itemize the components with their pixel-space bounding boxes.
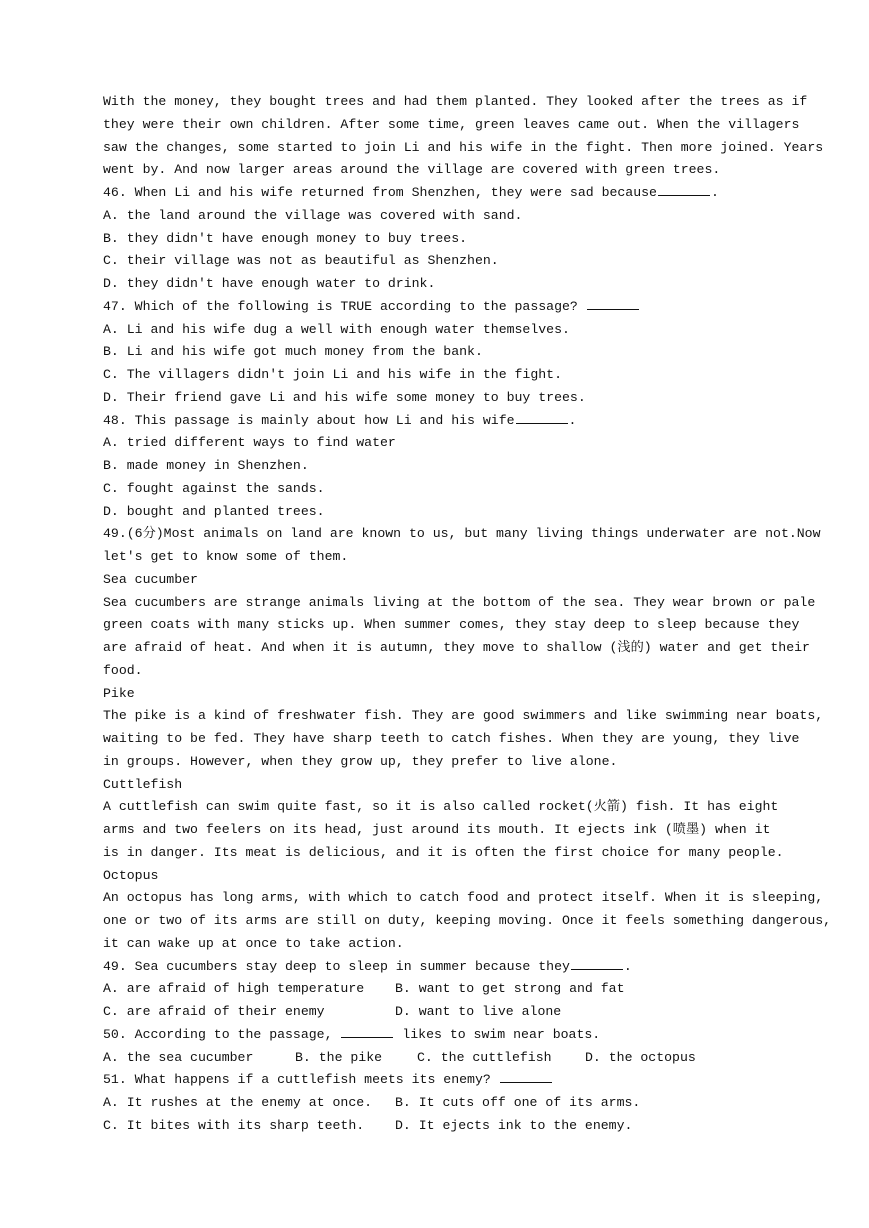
question-50	[103, 1024, 768, 1047]
option: A. tried different ways to find water	[103, 435, 396, 451]
section-intro: let's get to know some of them.	[103, 549, 349, 564]
option: A. the sea cucumber	[103, 1049, 254, 1065]
option: D. they didn't have enough water to drink.	[103, 276, 436, 291]
option-row	[103, 1047, 768, 1070]
option: D. Their friend gave Li and his wife some money to buy trees.	[103, 389, 586, 405]
question-47	[103, 296, 768, 319]
question-stem-end: .	[623, 958, 632, 974]
animal-heading: Sea cucumber	[103, 571, 198, 587]
question-stem: 51. What happens if a cuttlefish meets its enemy?	[103, 1072, 499, 1088]
paragraph-line: it can wake up at once to take action.	[103, 935, 404, 951]
paragraph-line: in groups. However, when they grow up, they prefer to live alone.	[103, 753, 618, 769]
document-body	[103, 91, 832, 1138]
paragraph-line: green coats with many sticks up. When summer comes, they stay deep to sleep because they	[103, 617, 800, 633]
section-intro: 49.(6分)Most animals on land are known to us, but many living things underwater are not.Now	[103, 526, 821, 542]
paragraph-line: An octopus has long arms, with which to catch food and protect itself. When it is sleeping,	[103, 890, 824, 906]
paragraph-line: A cuttlefish can swim quite fast, so it is also called rocket(火箭) fish. It has eight	[103, 799, 779, 815]
option: A. the land around the village was covered with sand.	[103, 207, 523, 223]
option: B. they didn't have enough money to buy trees.	[103, 230, 468, 246]
question-stem-end: likes to swim near boats.	[394, 1026, 601, 1042]
question-stem-end: .	[568, 412, 577, 428]
paragraph-line: one or two of its arms are still on duty, keeping moving. Once it feels something dangerous,	[103, 913, 832, 928]
option-row	[103, 1092, 768, 1115]
question-stem: 48. This passage is mainly about how Li and his wife	[103, 412, 515, 428]
question-48	[103, 410, 768, 433]
option: D. want to live alone	[395, 1004, 562, 1019]
animal-heading: Pike	[103, 685, 135, 701]
animal-heading: Octopus	[103, 867, 159, 883]
paragraph-line: waiting to be fed. They have sharp teeth to catch fishes. When they are young, they live	[103, 731, 800, 746]
question-stem: 46. When Li and his wife returned from Shenzhen, they were sad because	[103, 185, 657, 200]
paragraph-line: are afraid of heat. And when it is autumn, they move to shallow (浅的) water and get their	[103, 640, 810, 655]
paragraph-line: saw the changes, some started to join Li and his wife in the fight. Then more joined. Years	[103, 139, 824, 155]
option: B. It cuts off one of its arms.	[395, 1095, 641, 1110]
question-stem: 49. Sea cucumbers stay deep to sleep in summer because they	[103, 958, 570, 974]
answer-blank[interactable]	[516, 422, 568, 424]
paragraph-line: they were their own children. After some time, green leaves came out. When the villagers	[103, 116, 800, 132]
option: C. are afraid of their enemy	[103, 1004, 325, 1019]
option: A. It rushes at the enemy at once.	[103, 1095, 373, 1110]
option: B. made money in Shenzhen.	[103, 458, 309, 473]
answer-blank[interactable]	[587, 308, 639, 310]
animal-heading: Cuttlefish	[103, 776, 183, 792]
option: A. Li and his wife dug a well with enough water themselves.	[103, 321, 570, 337]
paragraph-line: arms and two feelers on its head, just around its mouth. It ejects ink (喷墨) when it	[103, 822, 771, 837]
paragraph-line: went by. And now larger areas around the village are covered with green trees.	[103, 162, 721, 178]
paragraph-line: Sea cucumbers are strange animals living at the bottom of the sea. They wear brown or pale	[103, 594, 816, 610]
option: B. Li and his wife got much money from the bank.	[103, 344, 483, 360]
option-row	[103, 1001, 768, 1024]
paragraph-line: food.	[103, 662, 143, 678]
paragraph-line: The pike is a kind of freshwater fish. They are good swimmers and like swimming near boats,	[103, 708, 824, 724]
option: C. fought against the sands.	[103, 480, 325, 496]
question-stem: 50. According to the passage,	[103, 1026, 341, 1042]
answer-blank[interactable]	[500, 1081, 552, 1083]
option-row	[103, 978, 768, 1001]
option: B. the pike	[295, 1049, 383, 1065]
answer-blank[interactable]	[658, 194, 710, 196]
option-row	[103, 1115, 768, 1138]
answer-blank[interactable]	[571, 968, 623, 970]
option: A. are afraid of high temperature	[103, 981, 365, 997]
answer-blank[interactable]	[341, 1036, 393, 1038]
option: B. want to get strong and fat	[395, 981, 625, 997]
question-46	[103, 182, 768, 205]
option: C. the cuttlefish	[417, 1049, 552, 1065]
paragraph-line: is in danger. Its meat is delicious, and it is often the first choice for many people.	[103, 844, 784, 860]
option: C. their village was not as beautiful as Shenzhen.	[103, 253, 499, 269]
option: D. It ejects ink to the enemy.	[395, 1117, 633, 1133]
option: C. It bites with its sharp teeth.	[103, 1117, 365, 1133]
option: D. the octopus	[585, 1049, 696, 1065]
question-stem: 47. Which of the following is TRUE according to the passage?	[103, 298, 586, 314]
paragraph-line: With the money, they bought trees and had them planted. They looked after the trees as if	[103, 94, 808, 109]
question-stem-end: .	[710, 185, 719, 200]
question-49	[103, 956, 768, 979]
option: D. bought and planted trees.	[103, 503, 325, 519]
option: C. The villagers didn't join Li and his wife in the fight.	[103, 367, 562, 382]
question-51	[103, 1069, 768, 1092]
